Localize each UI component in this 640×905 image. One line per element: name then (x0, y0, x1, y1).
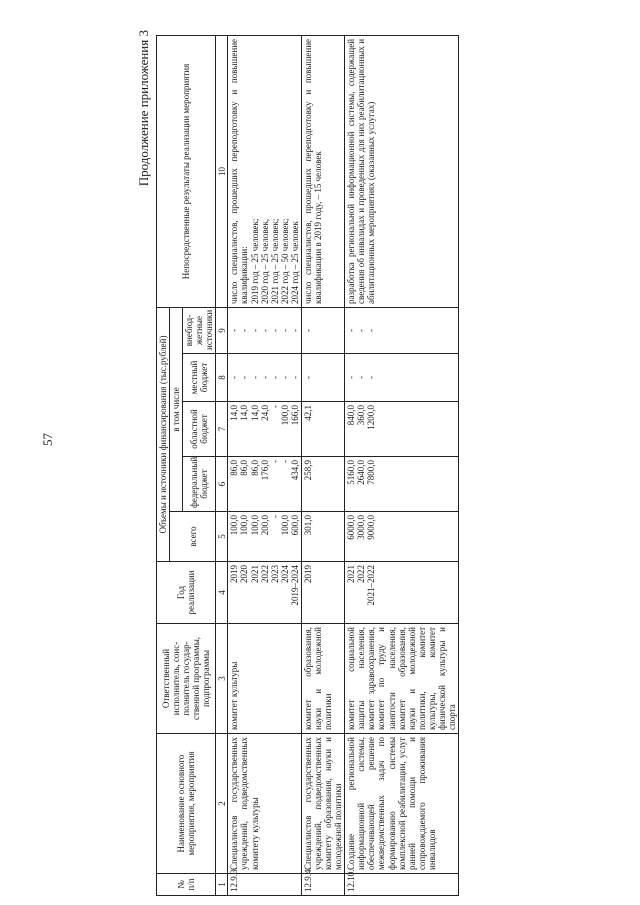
col-index: 3 (216, 624, 228, 734)
results (345, 35, 459, 307)
header-no: № п/п (157, 874, 216, 896)
federal-budget-value: 258,9 (302, 460, 313, 481)
regional-budget-value: 14,0 (229, 405, 240, 421)
federal-budget-value: 434,0 (289, 460, 300, 481)
year-value: 2022 (356, 565, 367, 583)
regional-budget-value: 1200,0 (366, 405, 377, 430)
table-row (345, 35, 459, 895)
executor: комитет образования, науки и молодежной политики (301, 624, 344, 734)
local-budget-value: - (356, 376, 367, 379)
header-incl: в том числе (170, 307, 183, 511)
header-results: Непосредственные результаты реализации мероприятия (157, 35, 216, 307)
extrabudgetary-value: - (279, 329, 290, 332)
total-value: 200,0 (259, 515, 270, 536)
header-funding: Объемы и источники финансирования (тыс.рублей) (157, 307, 170, 561)
row-number: 12.9.4. (301, 874, 344, 896)
local-budget-value: - (249, 376, 260, 379)
year-value: 2023 (269, 565, 280, 583)
activity-name: Специалистов государственных учреждений, подведомственных комитету образования, науки и молодежной политики (301, 734, 344, 874)
local-budget-value: - (346, 376, 357, 379)
total-value: 6000,0 (346, 515, 357, 540)
col-index: 10 (216, 35, 228, 307)
header-regional: областной бюджет (183, 402, 216, 457)
total-value: 301,0 (302, 515, 313, 536)
local-budget (345, 354, 459, 402)
row-number: 12.9.3. (228, 874, 302, 896)
total-value: 100,0 (249, 515, 260, 536)
regional-budget-value: 24,0 (259, 405, 270, 421)
federal-budget-value: - (269, 460, 280, 463)
local-budget-value: - (279, 376, 290, 379)
federal-budget-value: 86,0 (229, 460, 240, 476)
result-line: 2021 год – 25 человек; (269, 218, 280, 304)
result-line: разработка региональной информационной системы, содержащей сведения об инвалидах и проведенных для них реабилитационных и абилитационных мероприятиях (оказанных услугах) (346, 38, 377, 304)
federal-budget (228, 457, 302, 512)
result-line: число специалистов, прошедших переподготовку и повышение квалификации в 2019 году, – 15 человек (302, 38, 324, 304)
regional-budget-value: 360,0 (356, 405, 367, 426)
year-value: 2019 (302, 565, 313, 583)
result-line: 2020 год – 25 человек, (259, 218, 270, 304)
total-value: 600,0 (289, 515, 300, 536)
extrabudgetary-value: - (302, 329, 313, 332)
year-value: 2019 (229, 565, 240, 583)
total-value: 9000,0 (366, 515, 377, 540)
year (345, 562, 459, 624)
col-index: 8 (216, 354, 228, 402)
regional-budget (228, 402, 302, 457)
extrabudgetary-value: - (346, 329, 357, 332)
extrabudgetary-value: - (249, 329, 260, 332)
federal-budget-value: 7800,0 (366, 460, 377, 485)
federal-budget (301, 457, 344, 512)
federal-budget-value: - (279, 460, 290, 463)
extrabudgetary-value: - (289, 329, 300, 332)
total-value: 3000,0 (356, 515, 367, 540)
col-index: 2 (216, 734, 228, 874)
header-federal: федеральный бюджет (183, 457, 216, 512)
col-index: 6 (216, 457, 228, 512)
col-index: 7 (216, 402, 228, 457)
activity-name: Специалистов государственных учреждений, подведомственных комитету культуры (228, 734, 302, 874)
results (301, 35, 344, 307)
federal-budget-value: 86,0 (249, 460, 260, 476)
local-budget (301, 354, 344, 402)
total-value: 100,0 (279, 515, 290, 536)
federal-budget-value: 5160,0 (346, 460, 357, 485)
rotated-page (136, 26, 640, 896)
row-number: 12.10. (345, 874, 459, 896)
results (228, 35, 302, 307)
total (301, 512, 344, 562)
year-value: 2019–2024 (289, 565, 300, 606)
total (345, 512, 459, 562)
year-value: 2022 (259, 565, 270, 583)
extrabudgetary-value: - (366, 329, 377, 332)
regional-budget-value: - (269, 405, 280, 408)
extrabudgetary (345, 307, 459, 353)
appendix-continuation-title: Продолжение приложения 3 (136, 30, 151, 187)
year-value: 2024 (279, 565, 290, 583)
header-name: Наименование основного мероприятия, мероприятия (157, 734, 216, 874)
year-value: 2020 (239, 565, 250, 583)
result-line: число специалистов, прошедших переподготовку и повышение квалификации: (229, 38, 250, 304)
executor: комитет культуры (228, 624, 302, 734)
extrabudgetary-value: - (269, 329, 280, 332)
year (301, 562, 344, 624)
local-budget-value: - (302, 376, 313, 379)
result-line: 2024 год – 25 человек (289, 221, 300, 304)
extrabudgetary (228, 307, 302, 353)
table-row (228, 35, 302, 895)
local-budget-value: - (269, 376, 280, 379)
federal-budget (345, 457, 459, 512)
federal-budget-value: 2640,0 (356, 460, 367, 485)
header-local: местный бюджет (183, 354, 216, 402)
funding-table (156, 35, 459, 896)
page-number: 57 (40, 433, 55, 446)
local-budget-value: - (366, 376, 377, 379)
local-budget-value: - (289, 376, 300, 379)
activity-name: Создание региональной информационной системы, обеспечивающей решение межведомственных задач по формированию системы комплексной реабилитации, услуг ранней помощи и сопровождаемого проживания инвалидов (345, 734, 459, 874)
federal-budget-value: 86,0 (239, 460, 250, 476)
year-value: 2021 (346, 565, 357, 583)
header-total: всего (170, 512, 216, 562)
extrabudgetary-value: - (259, 329, 270, 332)
result-line: 2022 год – 50 человек; (279, 218, 290, 304)
regional-budget (301, 402, 344, 457)
total (228, 512, 302, 562)
federal-budget-value: 176,0 (259, 460, 270, 481)
executor: комитет социальной защиты населения, комитет здравоохранения, комитет по труду и занятости населения, комитет образования, науки и молодежной политики, комитет культуры, комитет физической культуры и спорта (345, 624, 459, 734)
result-line: 2019 год – 25 человек; (249, 218, 260, 304)
regional-budget-value: 14,0 (249, 405, 260, 421)
col-index: 1 (216, 874, 228, 896)
total-value: 100,0 (229, 515, 240, 536)
local-budget-value: - (239, 376, 250, 379)
regional-budget-value: 14,0 (239, 405, 250, 421)
header-year: Год реализации (157, 562, 216, 624)
regional-budget-value: 100,0 (279, 405, 290, 426)
extrabudgetary (301, 307, 344, 353)
total-value: - (269, 515, 280, 518)
regional-budget (345, 402, 459, 457)
local-budget-value: - (259, 376, 270, 379)
extrabudgetary-value: - (229, 329, 240, 332)
extrabudgetary-value: - (239, 329, 250, 332)
year-value: 2021 (249, 565, 260, 583)
col-index: 9 (216, 307, 228, 353)
extrabudgetary-value: - (356, 329, 367, 332)
regional-budget-value: 166,0 (289, 405, 300, 426)
header-executor: Ответственный исполнитель, соис-полнитель государ-ственной программы, подпрограммы (157, 624, 216, 734)
col-index: 4 (216, 562, 228, 624)
col-index: 5 (216, 512, 228, 562)
year-value: 2021–2022 (366, 565, 377, 606)
table-body (228, 35, 459, 895)
regional-budget-value: 840,0 (346, 405, 357, 426)
header-extra: внебюд-жетные источники (183, 307, 216, 353)
table-row (301, 35, 344, 895)
regional-budget-value: 42,1 (302, 405, 313, 421)
local-budget-value: - (229, 376, 240, 379)
year (228, 562, 302, 624)
local-budget (228, 354, 302, 402)
total-value: 100,0 (239, 515, 250, 536)
